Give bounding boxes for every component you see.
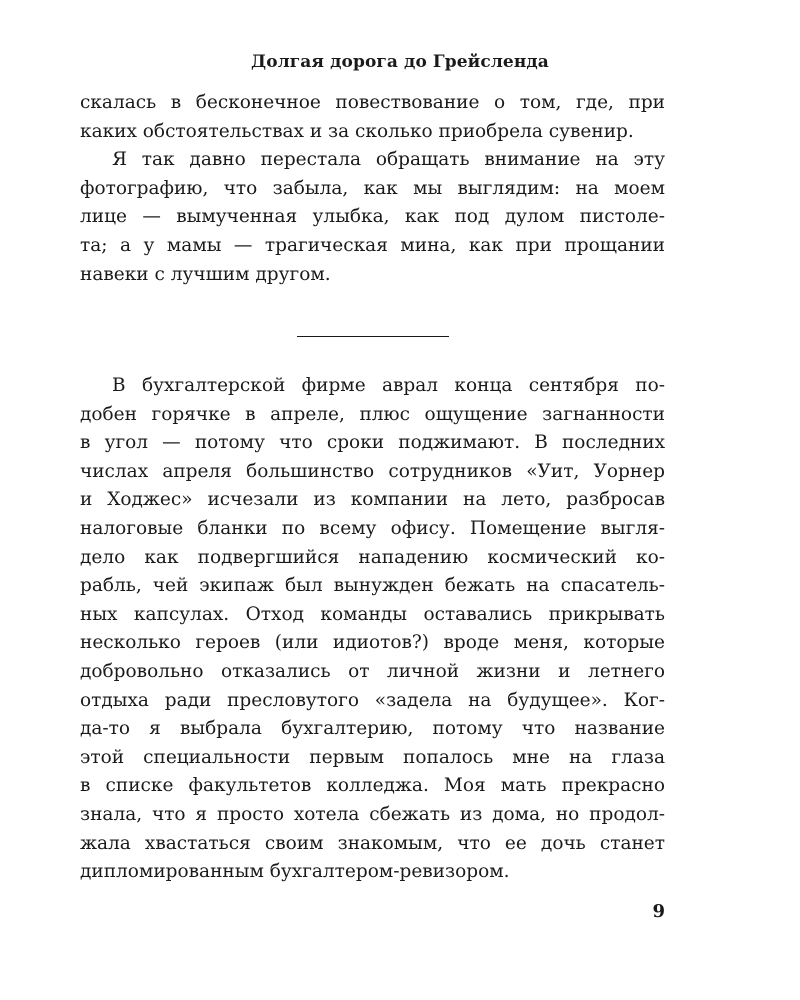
running-header-title: Долгая дорога до Грейсленда bbox=[251, 52, 549, 72]
paragraph-office-line: добровольно отказались от личной жизни и летнего bbox=[80, 660, 665, 682]
paragraph-office-line: рабль, чей экипаж был вынужден бежать на спасатель- bbox=[80, 575, 665, 597]
paragraph-photo-line: Я так давно перестала обращать внимание на эту bbox=[112, 149, 665, 171]
paragraph-office-line: числах апреля большинство сотрудников «Уит, Уорнер bbox=[80, 460, 665, 482]
paragraph-continued-line: скалась в бесконечное повествование о том, где, при bbox=[80, 92, 665, 113]
paragraph-office-line: и Ходжес» исчезали из компании на лето, разбросав bbox=[80, 489, 665, 511]
text-block-top bbox=[80, 89, 665, 289]
page-number: 9 bbox=[652, 901, 665, 922]
section-divider bbox=[297, 336, 449, 337]
text-block-bottom bbox=[80, 372, 665, 887]
paragraph-office-line: дипломированным бухгалтером-ревизором. bbox=[80, 861, 510, 883]
paragraph-office-line: этой специальности первым попалось мне на глаза bbox=[80, 746, 665, 768]
paragraph-office-line: да-то я выбрала бухгалтерию, потому что название bbox=[80, 718, 665, 740]
paragraph-office-line: налоговые бланки по всему офису. Помещение выгля- bbox=[80, 517, 665, 539]
paragraph-office-line: жала хвастаться своим знакомым, что ее дочь станет bbox=[80, 832, 665, 854]
paragraph-photo-line: навеки с лучшим другом. bbox=[80, 263, 331, 285]
paragraph-office-line: несколько героев (или идиотов?) вроде меня, которые bbox=[80, 632, 665, 654]
paragraph-office-line: ных капсулах. Отход команды оставались прикрывать bbox=[80, 603, 665, 625]
paragraph-office-line: В бухгалтерской фирме аврал конца сентября по- bbox=[112, 375, 665, 396]
paragraph-photo-line: лице — вымученная улыбка, как под дулом пистоле- bbox=[80, 206, 665, 228]
paragraph-office-line: дело как подвергшийся нападению космический ко- bbox=[80, 546, 665, 568]
paragraph-continued-line: каких обстоятельствах и за сколько приобрела сувенир. bbox=[80, 120, 634, 142]
paragraph-photo-line: та; а у мамы — трагическая мина, как при прощании bbox=[80, 234, 665, 256]
paragraph-office-line: в угол — потому что сроки поджимают. В последних bbox=[80, 432, 665, 454]
paragraph-office-line: отдыха ради пресловутого «задела на будущее». Ког- bbox=[80, 689, 665, 711]
paragraph-office-line: знала, что я просто хотела сбежать из дома, но продол- bbox=[80, 803, 665, 825]
paragraph-photo-line: фотографию, что забыла, как мы выглядим: на моем bbox=[80, 177, 665, 199]
paragraph-office-line: в списке факультетов колледжа. Моя мать прекрасно bbox=[80, 775, 665, 797]
paragraph-office-line: добен горячке в апреле, плюс ощущение загнанности bbox=[80, 403, 665, 425]
